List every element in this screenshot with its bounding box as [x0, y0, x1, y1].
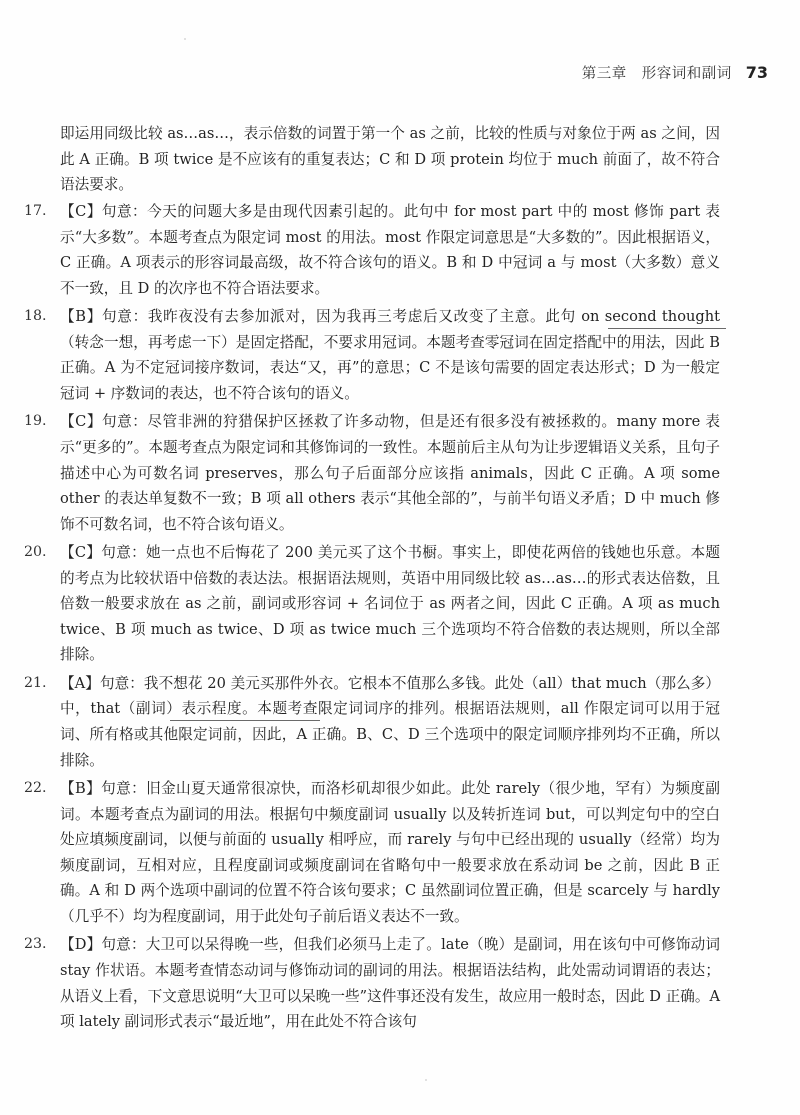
item-number: 20.: [24, 544, 47, 561]
answer-item-18: [24, 304, 720, 406]
answer-item-17: [24, 199, 720, 301]
item-number: 21.: [24, 674, 47, 691]
item-explanation: 【C】句意：尽管非洲的狩猎保护区拯救了许多动物，但是还有很多没有被拯救的。many more 表示“更多的”。本题考查点为限定词和其修饰词的一致性。本题前后主从句为让步逻辑语义关系，且句子描述中心为可数名词 preserves，那么句子后面部分应该指 animals，因此 C 正确。A 项 some other 的表达单复数不一致；B 项 all others 表示“其他全部的”，与前半句语义矛盾；D 中 much 修饰不可数名词，也不符合该句语义。: [60, 413, 720, 533]
scan-speck: [184, 38, 186, 40]
item-explanation: 【B】句意：我昨夜没有去参加派对，因为我再三考虑后又改变了主意。此句 on second thought（转念一想，再考虑一下）是固定搭配，不要求用冠词。本题考查零冠词在固定搭配中的用法，因此 B 正确。A 为不定冠词接序数词，表达“又，再”的意思；C 不是该句需要的固定表达形式；D 为一般定冠词 + 序数词的表达，也不符合该句的语义。: [60, 308, 720, 402]
item-number: 18.: [24, 308, 47, 325]
scan-speck: [425, 1079, 427, 1081]
answer-item-20: [24, 540, 720, 668]
running-head: [582, 62, 768, 83]
continued-paragraph-text: 即运用同级比较 as…as…，表示倍数的词置于第一个 as 之前，比较的性质与对象位于两 as 之间，因此 A 正确。B 项 twice 是不应该有的重复表达；C 和 D 项 protein 均位于 much 前面了，故不符合语法要求。: [60, 125, 720, 194]
answer-item-19: [24, 409, 720, 537]
item-explanation: 【B】句意：旧金山夏天通常很凉快，而洛杉矶却很少如此。此处 rarely（很少地，罕有）为频度副词。本题考查点为副词的用法。根据句中频度副词 usually 以及转折连词 but，可以判定句中的空白处应填频度副词，以便与前面的 usually 相呼应，而 rarely 与句中已经出现的 usually（经常）均为频度副词，互相对应，且程度副词或频度副词在省略句中一般要求放在系动词 be 之前，因此 B 正确。A 和 D 两个选项中副词的位置不符合该句要求；C 虽然副词位置正确，但是 scarcely 与 hardly（几乎不）均为程度副词，用于此处句子前后语义表达不一致。: [60, 780, 720, 925]
page-number: 73: [745, 63, 768, 82]
pen-underline-mark: [170, 720, 320, 721]
pen-underline-mark: [608, 328, 726, 329]
item-number: 17.: [24, 202, 47, 219]
answer-item-22: [24, 776, 720, 930]
item-number: 23.: [24, 936, 47, 953]
item-explanation: 【C】句意：她一点也不后悔花了 200 美元买了这个书橱。事实上，即使花两倍的钱她也乐意。本题的考点为比较状语中倍数的表达法。根据语法规则，英语中用同级比较 as…as…的形式表达倍数，且倍数一般要求放在 as 之前，副词或形容词 + 名词位于 as 两者之间，因此 C 正确。A 项 as much twice、B 项 much as twice、D 项 as twice much 三个选项均不符合倍数的表达规则，所以全部排除。: [60, 544, 720, 664]
item-explanation: 【A】句意：我不想花 20 美元买那件外衣。它根本不值那么多钱。此处（all）that much（那么多）中，that（副词）表示程度。本题考查限定词词序的排列。根据语法规则，all 作限定词可以用于冠词、所有格或其他限定词前，因此，A 正确。B、C、D 三个选项中的限定词顺序排列均不正确，所以排除。: [60, 674, 720, 769]
chapter-title: 第三章 形容词和副词: [581, 66, 732, 82]
continued-paragraph: [60, 121, 720, 198]
answer-explanations: [0, 121, 800, 1038]
answer-item-21: [24, 671, 720, 773]
answer-item-23: [24, 932, 720, 1034]
item-explanation: 【C】句意：今天的问题大多是由现代因素引起的。此句中 for most part 中的 most 修饰 part 表示“大多数”。本题考查点为限定词 most 的用法。most 作限定词意思是“大多数的”。因此根据语义，C 正确。A 项表示的形容词最高级，故不符合该句的语义。B 和 D 中冠词 a 与 most（大多数）意义不一致，且 D 的次序也不符合语法要求。: [60, 202, 720, 297]
item-number: 22.: [24, 780, 47, 797]
item-explanation: 【D】句意：大卫可以呆得晚一些，但我们必须马上走了。late（晚）是副词，用在该句中可修饰动词 stay 作状语。本题考查情态动词与修饰动词的副词的用法。根据语法结构，此处需动词谓语的表达；从语义上看，下文意思说明“大卫可以呆晚一些”这件事还没有发生，故应用一般时态，因此 D 正确。A 项 lately 副词形式表示“最近地”，用在此处不符合该句: [60, 936, 720, 1031]
item-number: 19.: [24, 413, 47, 430]
